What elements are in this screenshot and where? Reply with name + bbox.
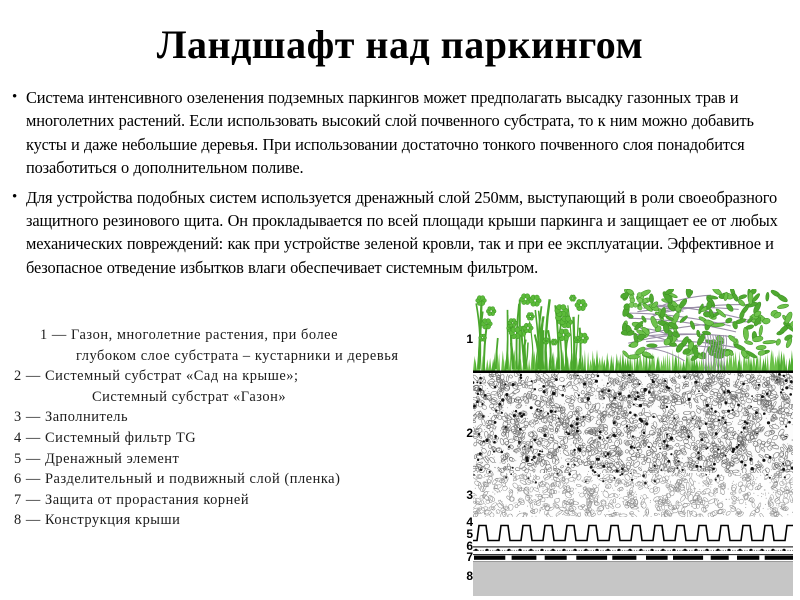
page-title: Ландшафт над паркингом: [156, 22, 644, 67]
callout-number-5: 5: [466, 527, 473, 541]
drainage-profile: [473, 522, 793, 542]
legend-item: 1 — Газон, многолетние растения, при более: [40, 327, 339, 343]
vegetation-illustration: [473, 289, 793, 373]
callout-number-1: 1: [466, 332, 473, 346]
legend-item: 8 — Конструкция крыши: [14, 512, 181, 529]
layer-vegetation: [473, 289, 793, 373]
body-text: [10, 86, 792, 285]
diagram-callout-numbers: [455, 289, 473, 589]
paragraph-text: Для устройства подобных систем используется дренажный слой 250мм, выступающий в роли своеобразного защитного резинового щита. Он прокладывается по всей площади крыши паркинга и защищает ее от любых механических повреждений: как при устройстве зеленой кровли, так и при ее эксплуатации. Эффективное и безопасное отведение избытков влаги обеспечивает системным фильтром.: [26, 187, 778, 277]
substrate-texture: [473, 373, 793, 473]
callout-number-2: 2: [466, 426, 473, 440]
callout-number-6: 6: [466, 539, 473, 553]
legend-item: 2 — Системный субстрат «Сад на крыше»;: [14, 368, 299, 385]
legend-item: Системный субстрат «Газон»: [92, 388, 287, 405]
paragraph-text: Система интенсивного озеленения подземных паркингов может предполагать высадку газонных трав и многолетних растений. Если использовать высокий слой почвенного субстрата, то к ним можно добавить кусты и даже небольшие деревья. При использовании достаточно тонкого почвенного слоя понадобится позаботиться о дополнительном поливе.: [26, 88, 754, 178]
callout-number-4: 4: [466, 515, 473, 529]
bullet-paragraph-2: [10, 186, 792, 280]
filler-texture: [473, 473, 793, 517]
callout-number-8: 8: [466, 569, 473, 583]
legend-item: глубоком слое субстрата – кустарники и деревья: [76, 347, 399, 364]
layer-roof-construction: [473, 561, 793, 596]
legend-item: 4 — Системный фильтр TG: [14, 429, 197, 446]
bullet-paragraph-1: [10, 86, 792, 180]
bullet-marker-icon: •: [12, 188, 18, 205]
layer-system-substrate: [473, 373, 793, 473]
layer-root-protection: [473, 551, 793, 561]
callout-number-3: 3: [466, 488, 473, 502]
callout-number-7: 7: [466, 550, 473, 564]
legend-list: [14, 325, 464, 531]
legend-item: 7 — Защита от прорастания корней: [14, 491, 250, 508]
bullet-marker-icon: •: [12, 89, 18, 105]
legend-item: 5 — Дренажный элемент: [14, 450, 180, 467]
legend-item: 6 — Разделительный и подвижный слой (пленка): [14, 471, 341, 488]
layer-drainage-element: [473, 522, 793, 542]
green-roof-cross-section-diagram: [473, 289, 793, 575]
layer-separating-movable-film: [473, 542, 793, 551]
legend-item: 3 — Заполнитель: [14, 409, 129, 426]
layer-filler: [473, 473, 793, 517]
root-barrier-band: [473, 554, 793, 561]
